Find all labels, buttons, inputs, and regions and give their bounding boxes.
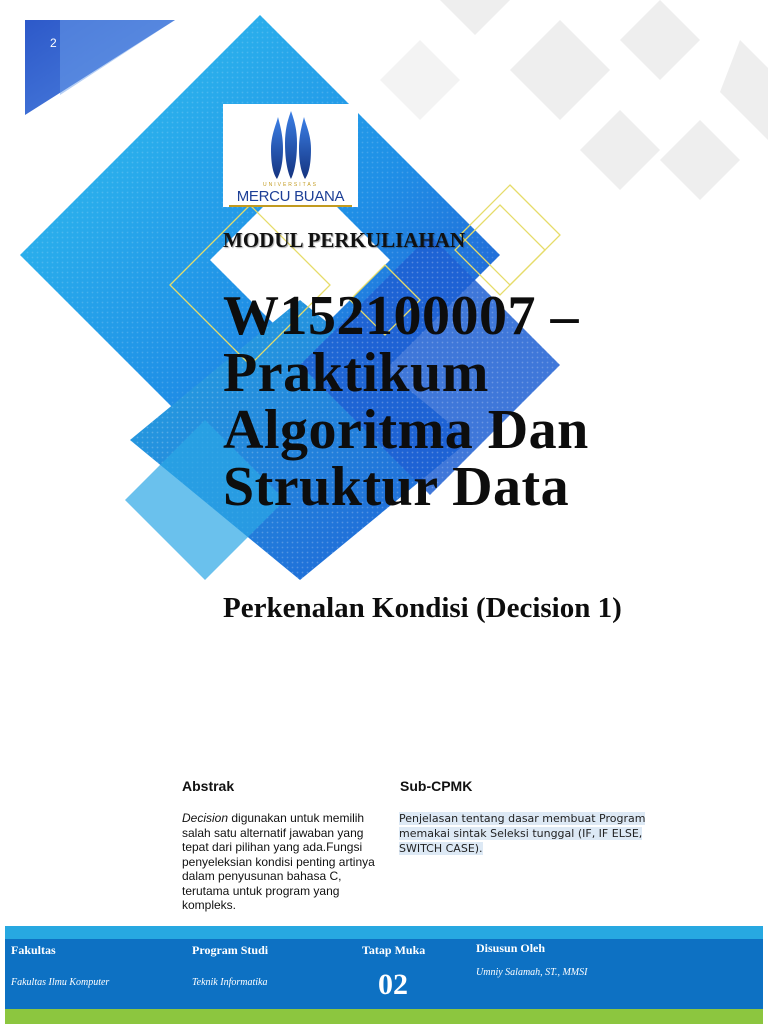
university-logo (223, 104, 358, 207)
flame-icon (268, 109, 314, 181)
footer-disusun-label: Disusun Oleh (476, 941, 546, 955)
subcpmk-text (399, 811, 670, 856)
course-title: W152100007 – Praktikum Algoritma Dan Struktur Data (223, 285, 589, 518)
footer-prodi-value: Teknik Informatika (192, 977, 268, 988)
footer-bottom-strip (5, 1009, 763, 1024)
footer-prodi-label: Program Studi (192, 943, 269, 957)
page-number: 2 (50, 36, 57, 50)
logo-underline (229, 205, 352, 207)
footer-tatap-value: 02 (378, 968, 408, 1001)
abstract-lead-term: Decision (182, 811, 229, 825)
subcpmk-heading: Sub-CPMK (400, 778, 473, 794)
logo-university-label: UNIVERSITAS (263, 182, 318, 188)
abstract-text (182, 811, 387, 913)
logo-university-name: MERCU BUANA (236, 188, 345, 205)
footer-tatap-label: Tatap Muka (362, 943, 426, 957)
module-subtitle: Perkenalan Kondisi (Decision 1) (223, 592, 622, 624)
subcpmk-body-text: Penjelasan tentang dasar membuat Program memakai sintak Seleksi tunggal (IF, IF ELSE, SWITCH CASE). (399, 812, 646, 855)
abstract-body-text: digunakan untuk memilih salah satu alternatif jawaban yang tepat dari pilihan yang ada.Fungsi penyeleksian kondisi penting artinya dalam penyusunan bahasa C, terutama untuk program yang kompleks. (182, 811, 375, 912)
footer-band (0, 926, 768, 1024)
grey-pattern (380, 0, 768, 200)
footer-disusun-value: Umniy Salamah, ST., MMSI (476, 967, 588, 978)
footer-top-strip (5, 926, 763, 939)
abstract-heading: Abstrak (182, 778, 235, 794)
footer-fakultas-label: Fakultas (11, 943, 56, 957)
module-label: MODUL PERKULIAHAN (223, 228, 466, 252)
footer-fakultas-value: Fakultas Ilmu Komputer (11, 977, 110, 988)
